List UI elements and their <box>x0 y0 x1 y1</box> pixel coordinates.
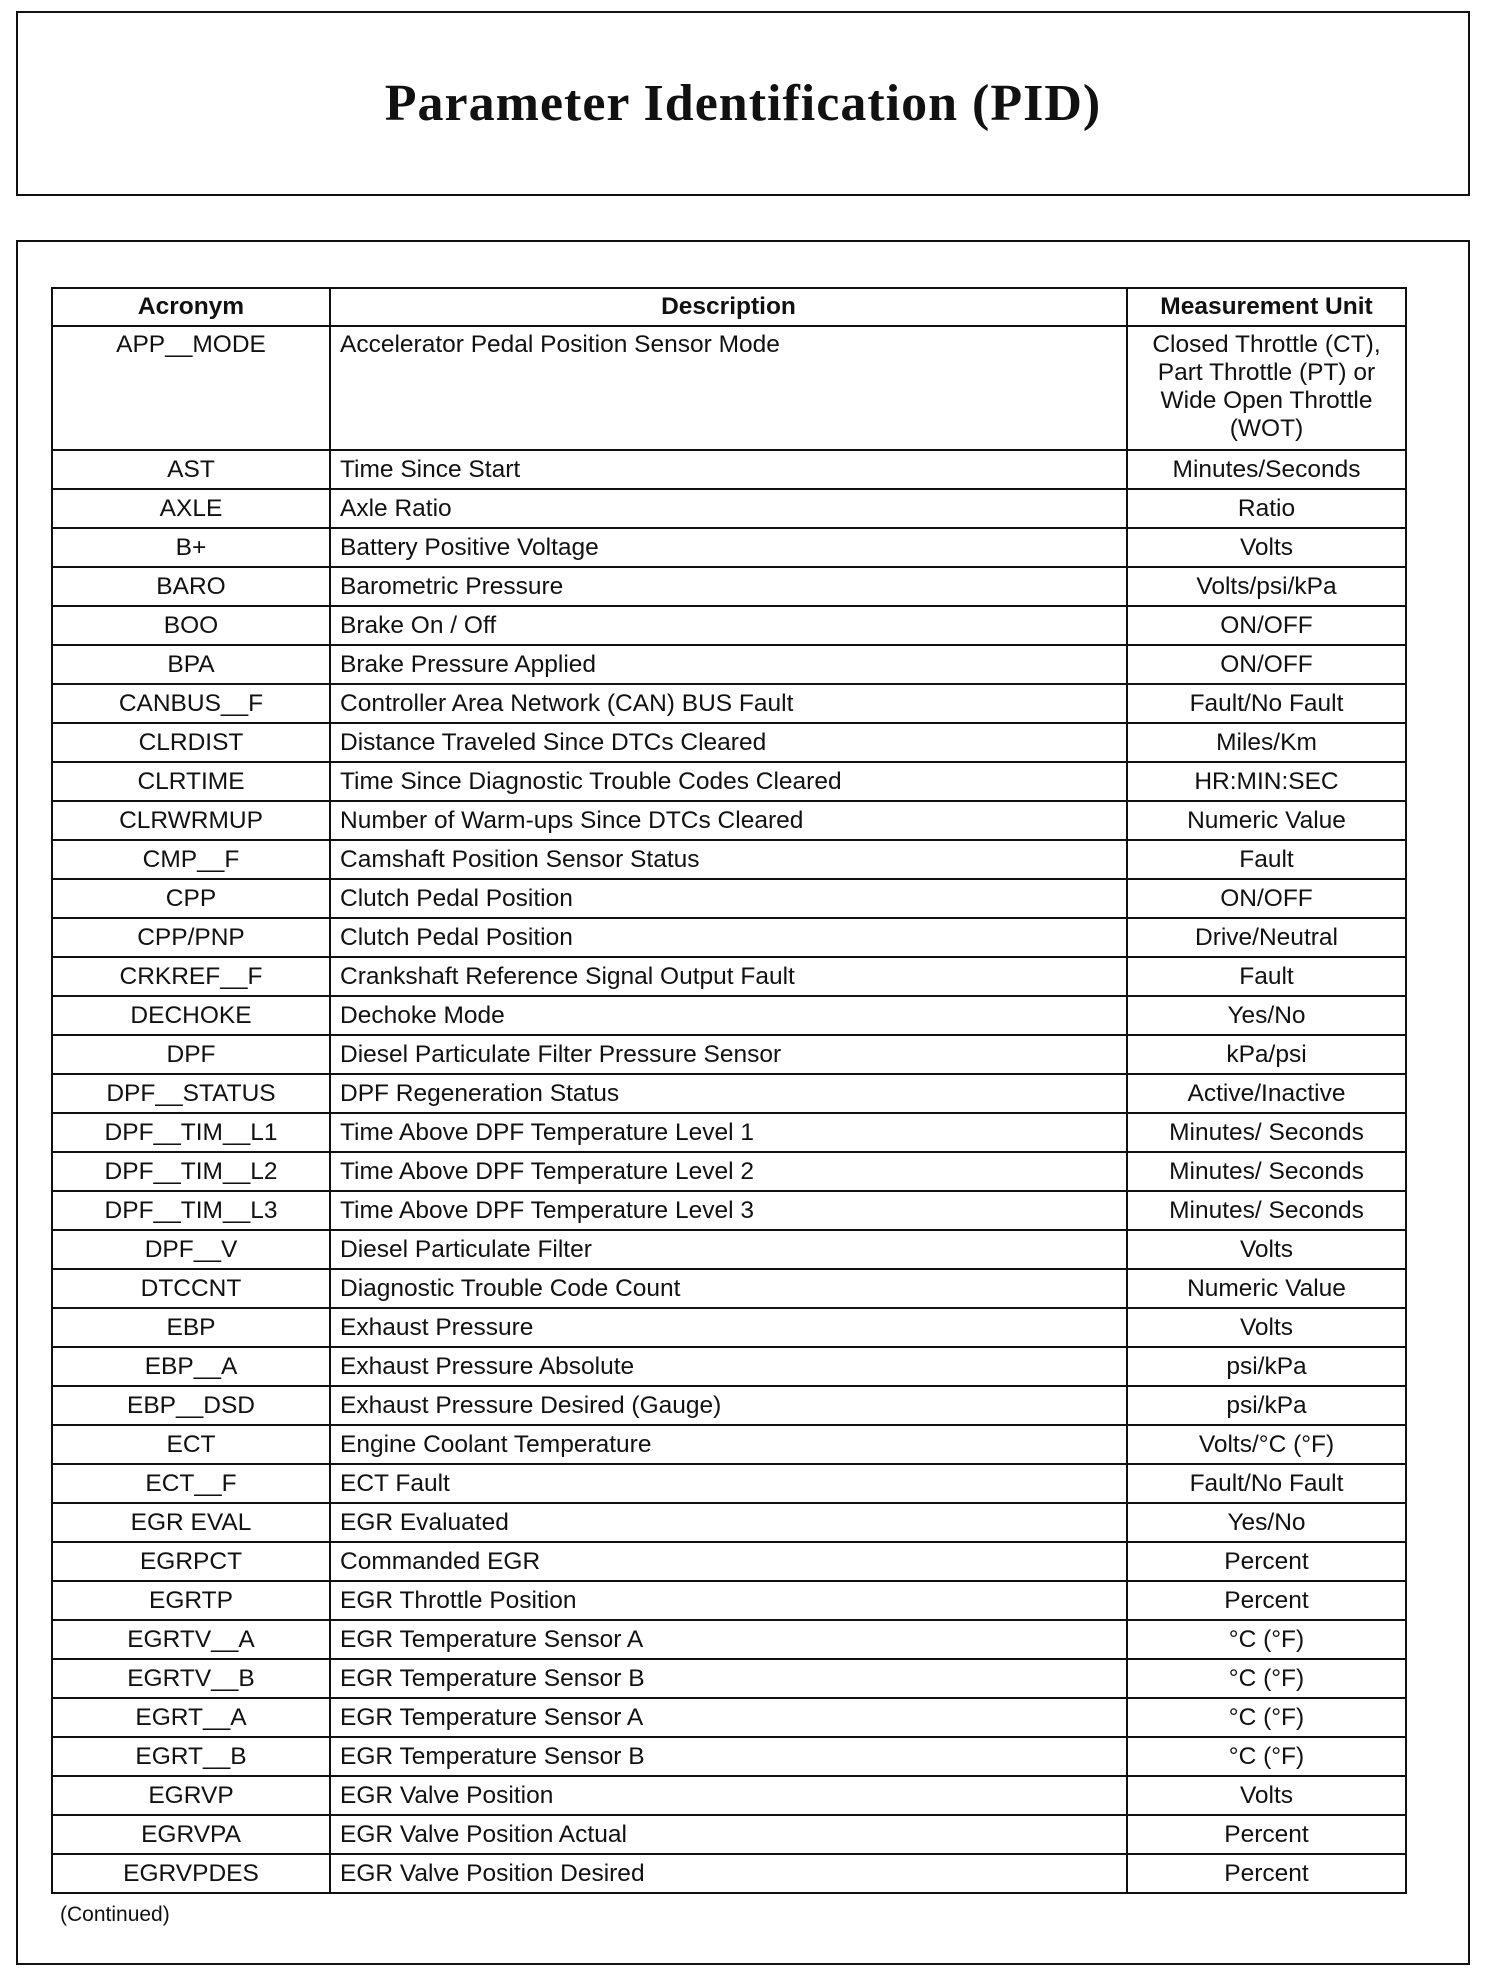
table-row <box>52 1425 1406 1464</box>
cell-acronym: DPF__TIM__L1 <box>52 1113 330 1152</box>
cell-measurement-unit: Fault <box>1127 840 1406 879</box>
cell-acronym: DECHOKE <box>52 996 330 1035</box>
cell-acronym: B+ <box>52 528 330 567</box>
cell-acronym: CLRDIST <box>52 723 330 762</box>
cell-description: Diesel Particulate Filter <box>330 1230 1127 1269</box>
cell-acronym: CPP/PNP <box>52 918 330 957</box>
table-row <box>52 1659 1406 1698</box>
table-row <box>52 1698 1406 1737</box>
cell-acronym: EGRTV__A <box>52 1620 330 1659</box>
cell-measurement-unit: psi/kPa <box>1127 1347 1406 1386</box>
cell-measurement-unit: HR:MIN:SEC <box>1127 762 1406 801</box>
cell-description: Time Since Diagnostic Trouble Codes Cleared <box>330 762 1127 801</box>
table-row <box>52 801 1406 840</box>
cell-description: EGR Throttle Position <box>330 1581 1127 1620</box>
cell-description: EGR Temperature Sensor A <box>330 1620 1127 1659</box>
table-row <box>52 326 1406 450</box>
table-row <box>52 528 1406 567</box>
cell-measurement-unit: psi/kPa <box>1127 1386 1406 1425</box>
cell-description: Brake Pressure Applied <box>330 645 1127 684</box>
cell-description: Crankshaft Reference Signal Output Fault <box>330 957 1127 996</box>
cell-measurement-unit: Percent <box>1127 1542 1406 1581</box>
cell-measurement-unit: Yes/No <box>1127 1503 1406 1542</box>
pid-table <box>51 287 1407 1894</box>
table-row <box>52 1815 1406 1854</box>
title-box <box>16 11 1470 196</box>
cell-description: Distance Traveled Since DTCs Cleared <box>330 723 1127 762</box>
cell-acronym: EGRVPDES <box>52 1854 330 1893</box>
cell-description: Number of Warm-ups Since DTCs Cleared <box>330 801 1127 840</box>
table-row <box>52 489 1406 528</box>
cell-acronym: DPF <box>52 1035 330 1074</box>
cell-description: Engine Coolant Temperature <box>330 1425 1127 1464</box>
cell-measurement-unit: Numeric Value <box>1127 1269 1406 1308</box>
cell-description: Barometric Pressure <box>330 567 1127 606</box>
table-row <box>52 723 1406 762</box>
cell-measurement-unit: ON/OFF <box>1127 879 1406 918</box>
cell-description: Clutch Pedal Position <box>330 879 1127 918</box>
cell-acronym: BARO <box>52 567 330 606</box>
cell-description: Clutch Pedal Position <box>330 918 1127 957</box>
cell-acronym: AXLE <box>52 489 330 528</box>
table-row <box>52 1191 1406 1230</box>
cell-measurement-unit: °C (°F) <box>1127 1620 1406 1659</box>
cell-measurement-unit: Minutes/Seconds <box>1127 450 1406 489</box>
cell-acronym: APP__MODE <box>52 326 330 450</box>
table-row <box>52 1464 1406 1503</box>
cell-acronym: EGRT__B <box>52 1737 330 1776</box>
cell-measurement-unit: Fault <box>1127 957 1406 996</box>
cell-measurement-unit: Volts <box>1127 528 1406 567</box>
cell-acronym: EGRT__A <box>52 1698 330 1737</box>
cell-measurement-unit: Percent <box>1127 1854 1406 1893</box>
table-row <box>52 1308 1406 1347</box>
table-row <box>52 1737 1406 1776</box>
cell-measurement-unit: Yes/No <box>1127 996 1406 1035</box>
cell-description: Axle Ratio <box>330 489 1127 528</box>
cell-measurement-unit: Percent <box>1127 1581 1406 1620</box>
cell-measurement-unit: Miles/Km <box>1127 723 1406 762</box>
table-header-row <box>52 288 1406 326</box>
table-row <box>52 1113 1406 1152</box>
cell-acronym: EGRVP <box>52 1776 330 1815</box>
table-row <box>52 1620 1406 1659</box>
table-row <box>52 1542 1406 1581</box>
table-row <box>52 606 1406 645</box>
cell-acronym: EBP__DSD <box>52 1386 330 1425</box>
page-title: Parameter Identification (PID) <box>384 75 1102 132</box>
table-row <box>52 567 1406 606</box>
cell-acronym: DPF__V <box>52 1230 330 1269</box>
cell-description: Battery Positive Voltage <box>330 528 1127 567</box>
table-row <box>52 1074 1406 1113</box>
table-row <box>52 1503 1406 1542</box>
cell-acronym: AST <box>52 450 330 489</box>
cell-description: DPF Regeneration Status <box>330 1074 1127 1113</box>
cell-acronym: CMP__F <box>52 840 330 879</box>
cell-description: EGR Temperature Sensor A <box>330 1698 1127 1737</box>
cell-measurement-unit: °C (°F) <box>1127 1698 1406 1737</box>
cell-description: Controller Area Network (CAN) BUS Fault <box>330 684 1127 723</box>
cell-measurement-unit: Ratio <box>1127 489 1406 528</box>
cell-acronym: DPF__TIM__L2 <box>52 1152 330 1191</box>
cell-description: Diesel Particulate Filter Pressure Sensor <box>330 1035 1127 1074</box>
cell-acronym: EGR EVAL <box>52 1503 330 1542</box>
cell-acronym: EGRTP <box>52 1581 330 1620</box>
cell-measurement-unit: Volts <box>1127 1308 1406 1347</box>
cell-measurement-unit: Active/Inactive <box>1127 1074 1406 1113</box>
cell-acronym: EBP__A <box>52 1347 330 1386</box>
cell-acronym: CRKREF__F <box>52 957 330 996</box>
cell-description: Exhaust Pressure Desired (Gauge) <box>330 1386 1127 1425</box>
header-measurement-unit: Measurement Unit <box>1127 288 1406 326</box>
cell-acronym: BOO <box>52 606 330 645</box>
header-description: Description <box>330 288 1127 326</box>
table-row <box>52 1581 1406 1620</box>
table-row <box>52 840 1406 879</box>
cell-description: Accelerator Pedal Position Sensor Mode <box>330 326 1127 450</box>
cell-measurement-unit: ON/OFF <box>1127 645 1406 684</box>
cell-description: Time Above DPF Temperature Level 1 <box>330 1113 1127 1152</box>
cell-acronym: DPF__TIM__L3 <box>52 1191 330 1230</box>
table-row <box>52 1854 1406 1893</box>
cell-acronym: ECT__F <box>52 1464 330 1503</box>
header-acronym: Acronym <box>52 288 330 326</box>
cell-description: Time Above DPF Temperature Level 2 <box>330 1152 1127 1191</box>
cell-description: EGR Temperature Sensor B <box>330 1737 1127 1776</box>
cell-measurement-unit: Minutes/ Seconds <box>1127 1113 1406 1152</box>
cell-description: Time Above DPF Temperature Level 3 <box>330 1191 1127 1230</box>
cell-acronym: DPF__STATUS <box>52 1074 330 1113</box>
cell-acronym: EGRPCT <box>52 1542 330 1581</box>
table-row <box>52 1386 1406 1425</box>
cell-measurement-unit: Minutes/ Seconds <box>1127 1191 1406 1230</box>
cell-description: Time Since Start <box>330 450 1127 489</box>
table-row <box>52 645 1406 684</box>
cell-description: ECT Fault <box>330 1464 1127 1503</box>
cell-acronym: CANBUS__F <box>52 684 330 723</box>
cell-acronym: CPP <box>52 879 330 918</box>
cell-measurement-unit: Volts <box>1127 1230 1406 1269</box>
table-row <box>52 957 1406 996</box>
cell-description: Dechoke Mode <box>330 996 1127 1035</box>
cell-measurement-unit: Percent <box>1127 1815 1406 1854</box>
cell-acronym: EGRVPA <box>52 1815 330 1854</box>
cell-acronym: BPA <box>52 645 330 684</box>
table-row <box>52 879 1406 918</box>
table-row <box>52 1230 1406 1269</box>
cell-measurement-unit: ON/OFF <box>1127 606 1406 645</box>
cell-description: EGR Valve Position Actual <box>330 1815 1127 1854</box>
cell-acronym: EGRTV__B <box>52 1659 330 1698</box>
cell-description: EGR Temperature Sensor B <box>330 1659 1127 1698</box>
cell-description: EGR Evaluated <box>330 1503 1127 1542</box>
table-row <box>52 1269 1406 1308</box>
cell-acronym: EBP <box>52 1308 330 1347</box>
cell-measurement-unit: Numeric Value <box>1127 801 1406 840</box>
cell-acronym: CLRWRMUP <box>52 801 330 840</box>
cell-measurement-unit: °C (°F) <box>1127 1659 1406 1698</box>
cell-description: Exhaust Pressure <box>330 1308 1127 1347</box>
table-row <box>52 684 1406 723</box>
table-row <box>52 1152 1406 1191</box>
cell-description: Exhaust Pressure Absolute <box>330 1347 1127 1386</box>
cell-measurement-unit: °C (°F) <box>1127 1737 1406 1776</box>
cell-measurement-unit: Fault/No Fault <box>1127 684 1406 723</box>
cell-measurement-unit: Volts/°C (°F) <box>1127 1425 1406 1464</box>
cell-measurement-unit: kPa/psi <box>1127 1035 1406 1074</box>
table-body <box>52 326 1406 1893</box>
cell-measurement-unit: Volts <box>1127 1776 1406 1815</box>
continued-note: (Continued) <box>60 1903 170 1926</box>
cell-acronym: DTCCNT <box>52 1269 330 1308</box>
cell-acronym: CLRTIME <box>52 762 330 801</box>
cell-description: Camshaft Position Sensor Status <box>330 840 1127 879</box>
table-row <box>52 1035 1406 1074</box>
cell-description: EGR Valve Position Desired <box>330 1854 1127 1893</box>
cell-description: Commanded EGR <box>330 1542 1127 1581</box>
table-row <box>52 1776 1406 1815</box>
cell-description: Brake On / Off <box>330 606 1127 645</box>
table-row <box>52 1347 1406 1386</box>
table-row <box>52 450 1406 489</box>
cell-measurement-unit: Fault/No Fault <box>1127 1464 1406 1503</box>
cell-description: EGR Valve Position <box>330 1776 1127 1815</box>
cell-measurement-unit: Minutes/ Seconds <box>1127 1152 1406 1191</box>
cell-measurement-unit: Volts/psi/kPa <box>1127 567 1406 606</box>
cell-measurement-unit: Drive/Neutral <box>1127 918 1406 957</box>
table-row <box>52 762 1406 801</box>
cell-description: Diagnostic Trouble Code Count <box>330 1269 1127 1308</box>
table-row <box>52 918 1406 957</box>
cell-acronym: ECT <box>52 1425 330 1464</box>
cell-measurement-unit: Closed Throttle (CT), Part Throttle (PT) or Wide Open Throttle (WOT) <box>1127 326 1406 450</box>
table-row <box>52 996 1406 1035</box>
